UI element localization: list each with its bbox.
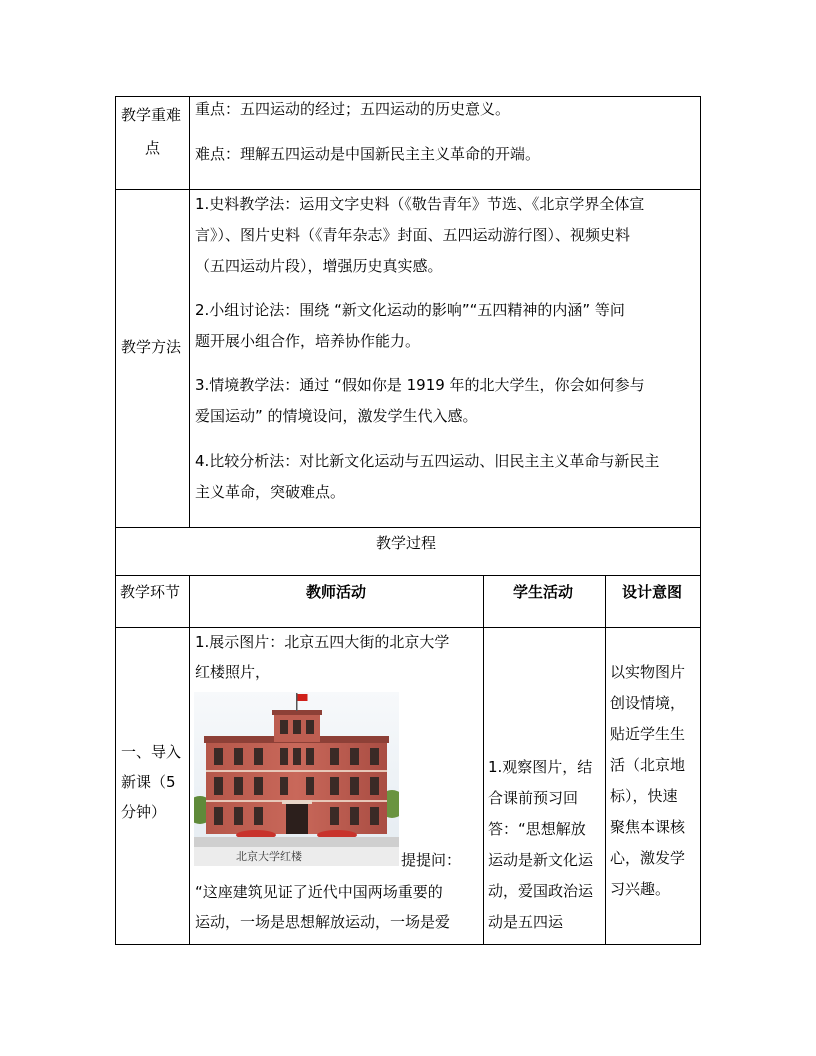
intro-stage-line-3: 分钟） [121,803,167,821]
table-left-border [115,96,116,945]
table-top-border [115,96,701,97]
intent-line-2: 创设情境， [610,694,686,712]
methods-label: 教学方法 [121,338,182,356]
section-title: 教学过程 [376,534,437,552]
header-student: 学生活动 [513,583,574,601]
key-point-text: 重点：五四运动的经过；五四运动的历史意义。 [195,100,511,118]
difficult-point-text: 难点：理解五四运动是中国新民主主义革命的开端。 [195,145,541,163]
intro-stage-line-1: 一、导入 [121,743,182,761]
col-divider-intent [605,575,606,945]
header-teacher: 教师活动 [306,583,367,601]
method-3-line-2: 爱国运动” 的情境设问，激发学生代入感。 [195,407,478,425]
header-stage: 教学环节 [120,583,181,601]
teacher-activity-line-4: 运动，一场是思想解放运动，一场是爱 [195,913,451,931]
table-bottom-border [115,944,701,945]
key-points-label-line-1: 教学重难 [121,106,182,124]
student-activity-line-5: 动，爱国政治运 [488,882,594,900]
col-divider-label-bottom [189,575,190,945]
student-activity-line-1: 1.观察图片，结 [488,758,593,776]
student-activity-line-4: 运动是新文化运 [488,851,594,869]
student-activity-line-6: 动是五四运 [488,913,564,931]
row-divider-3 [115,575,701,576]
teacher-activity-line-3: “这座建筑见证了近代中国两场重要的 [195,883,443,901]
method-2-line-1: 2.小组讨论法：围绕 “新文化运动的影响”“五四精神的内涵” 等问 [195,301,625,319]
method-1-line-1: 1.史料教学法：运用文字史料（《敬告青年》节选、《北京学界全体宣 [195,195,645,213]
method-1-line-2: 言》）、图片史料（《青年杂志》封面、五四运动游行图）、视频史料 [195,226,631,244]
student-activity-line-2: 合课前预习回 [488,789,579,807]
intent-line-7: 心，激发学 [610,849,686,867]
col-divider-student [483,575,484,945]
header-intent: 设计意图 [622,583,683,601]
col-divider-label-top [189,96,190,528]
teacher-question-prefix: 提提问： [401,851,462,869]
intent-line-8: 习兴趣。 [610,880,671,898]
intent-line-5: 标），快速 [610,787,678,805]
intent-line-6: 聚焦本课核 [610,818,686,836]
table-right-border [700,96,701,945]
row-divider-1 [115,189,701,190]
student-activity-line-3: 答：“思想解放 [488,820,586,838]
row-divider-2 [115,527,701,528]
teacher-activity-line-2: 红楼照片， [195,663,271,681]
teacher-activity-line-1: 1.展示图片：北京五四大街的北京大学 [195,633,450,651]
method-1-line-3: （五四运动片段），增强历史真实感。 [195,257,443,275]
row-divider-4 [115,627,701,628]
method-2-line-2: 题开展小组合作，培养协作能力。 [195,332,421,350]
intro-stage-line-2: 新课（5 [121,773,176,791]
key-points-label-line-2: 点 [145,139,161,157]
intent-line-4: 活（北京地 [610,756,686,774]
method-4-line-1: 4.比较分析法：对比新文化运动与五四运动、旧民主主义革命与新民主 [195,452,660,470]
method-4-line-2: 主义革命，突破难点。 [195,483,346,501]
red-building-photo [194,692,399,866]
intent-line-1: 以实物图片 [610,663,686,681]
method-3-line-1: 3.情境教学法：通过 “假如你是 1919 年的北大学生，你会如何参与 [195,376,645,394]
photo-caption: 北京大学红楼 [236,850,302,863]
intent-line-3: 贴近学生生 [610,725,686,743]
